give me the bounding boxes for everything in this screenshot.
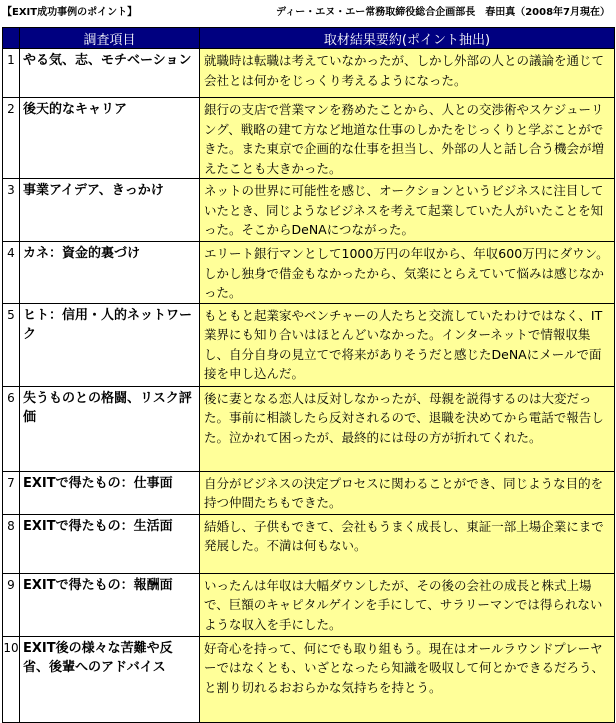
row-item: EXITで得たもの：仕事面 (20, 471, 200, 514)
table-row (3, 573, 615, 636)
row-item: EXIT後の様々な苦難や反省、後輩へのアドバイス (20, 636, 200, 722)
row-number: 1 (3, 49, 20, 98)
row-item: 後天的なキャリア (20, 98, 200, 179)
document-header (0, 0, 616, 26)
row-number: 10 (3, 636, 20, 722)
row-number: 3 (3, 179, 20, 242)
table-row (3, 636, 615, 722)
row-summary: 自分がビジネスの決定プロセスに関わることができ、同じような目的を持つ仲間たちもできた。 (200, 471, 615, 514)
row-number: 6 (3, 386, 20, 471)
row-summary: 銀行の支店で営業マンを務めたことから、人との交渉術やスケジューリング、戦略の建て方など地道な仕事のしかたをじっくりと学ぶことができた。また東京で企画的な仕事を担当し、外部の人と話し合う機会が増えたことも大きかった。 (200, 98, 615, 179)
row-number: 8 (3, 514, 20, 573)
row-summary: いったんは年収は大幅ダウンしたが、その後の会社の成長と株式上場で、巨額のキャピタルゲインを手にして、サラリーマンでは得られないような収入を手にした。 (200, 573, 615, 636)
row-number: 2 (3, 98, 20, 179)
row-item: EXITで得たもの：生活面 (20, 514, 200, 573)
row-item: EXITで得たもの：報酬面 (20, 573, 200, 636)
table-row (3, 303, 615, 386)
row-item: 失うものとの格闘、リスク評価 (20, 386, 200, 471)
interviewee-info: ディー・エヌ・エー常務取締役総合企画部長 春田真（2008年7月現在） (276, 7, 610, 18)
header-item: 調査項目 (20, 28, 200, 49)
table-row (3, 471, 615, 514)
row-number: 5 (3, 303, 20, 386)
row-summary: ネットの世界に可能性を感じ、オークションというビジネスに注目していたとき、同じようなビジネスを考えて起業していた人がいたことを知った。そこからDeNAにつながった。 (200, 179, 615, 242)
row-summary: もともと起業家やベンチャーの人たちと交流していたわけではなく、IT業界にも知り合いはほとんどいなかった。インターネットで情報収集し、自分自身の見立てで将来がありそうだと感じたDeNAにメールで面接を申し込んだ。 (200, 303, 615, 386)
row-summary: 後に妻となる恋人は反対しなかったが、母親を説得するのは大変だった。事前に相談したら反対されるので、退職を決めてから電話で報告した。泣かれて困ったが、最終的には母の方が折れてくれた。 (200, 386, 615, 471)
table-header-row (3, 28, 615, 49)
row-number: 9 (3, 573, 20, 636)
row-item: ヒト：信用・人的ネットワーク (20, 303, 200, 386)
table-row (3, 514, 615, 573)
row-summary: 結婚し、子供もできて、会社もうまく成長し、東証一部上場企業にまで発展した。不満は何もない。 (200, 514, 615, 573)
table-row (3, 179, 615, 242)
row-item: やる気、志、モチベーション (20, 49, 200, 98)
summary-table (2, 27, 615, 723)
row-summary: 就職時は転職は考えていなかったが、しかし外部の人との議論を通じて会社とは何かをじっくり考えるようになった。 (200, 49, 615, 98)
row-summary: 好奇心を持って、何にでも取り組もう。現在はオールラウンドプレーヤーではなくとも、いざとなったら知識を吸収して何とかできるだろう、と割り切れるおおらかな気持ちを持とう。 (200, 636, 615, 722)
row-summary: エリート銀行マンとして1000万円の年収から、年収600万円にダウン。しかし独身で借金もなかったから、気楽にとらえていて悩みは感じなかった。 (200, 242, 615, 304)
table-row (3, 386, 615, 471)
header-summary: 取材結果要約(ポイント抽出) (200, 28, 615, 49)
row-number: 7 (3, 471, 20, 514)
table-row (3, 49, 615, 98)
row-item: 事業アイデア、きっかけ (20, 179, 200, 242)
row-item: カネ：資金的裏づけ (20, 242, 200, 304)
document-title: 【EXIT成功事例のポイント】 (2, 7, 138, 18)
table-row (3, 98, 615, 179)
table-row (3, 242, 615, 304)
header-number-cell (3, 28, 20, 49)
row-number: 4 (3, 242, 20, 304)
